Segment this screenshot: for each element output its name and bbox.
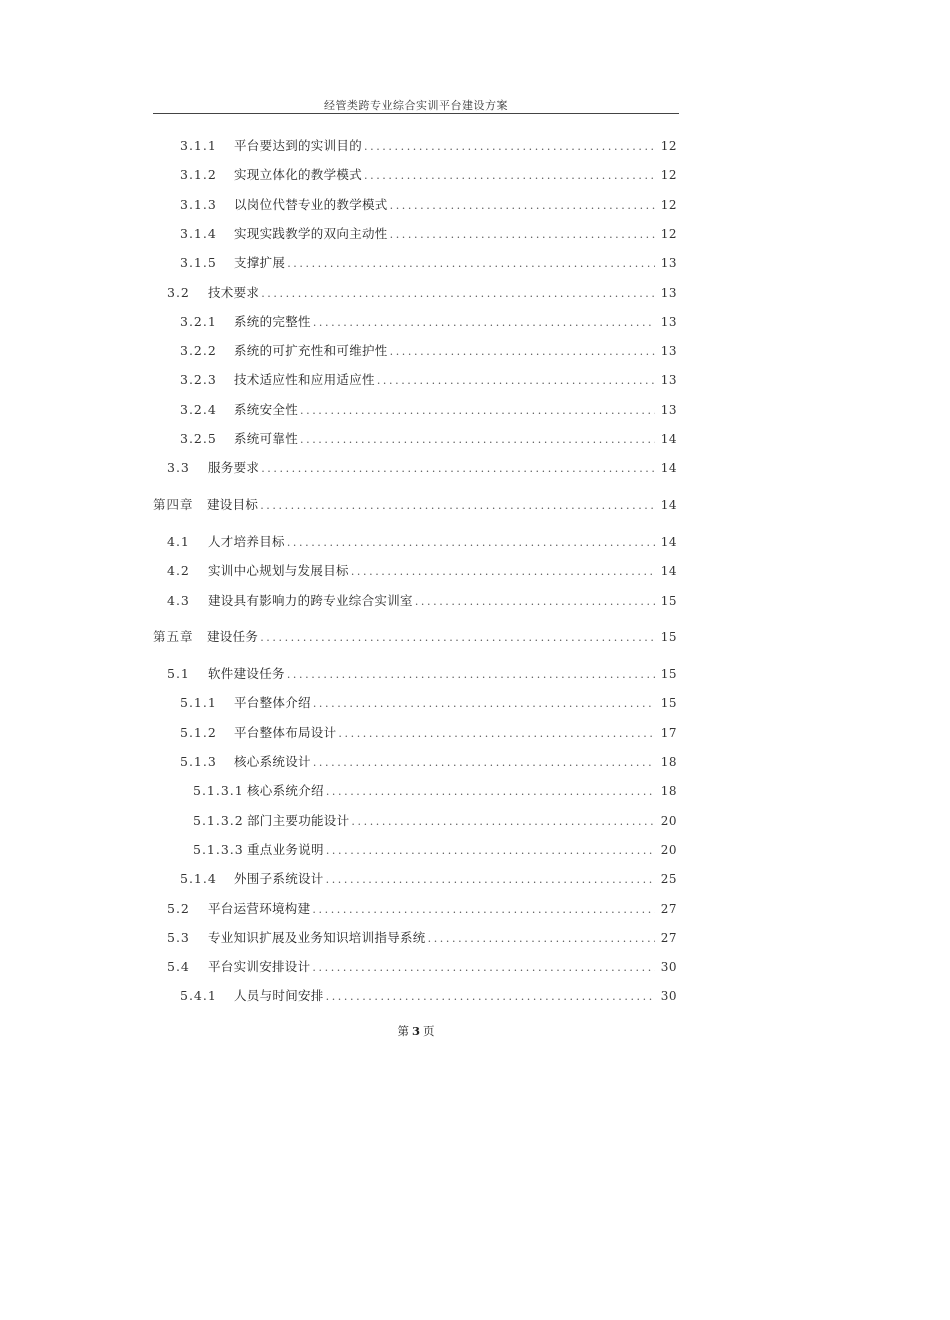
toc-entry[interactable] xyxy=(153,957,677,977)
running-header-title: 经管类跨专业综合实训平台建设方案 xyxy=(324,99,508,112)
toc-dot-leader xyxy=(260,628,655,648)
toc-entry-page: 14 xyxy=(660,498,677,513)
toc-entry-page: 12 xyxy=(660,197,677,212)
toc-entry-number: 3.1.2 xyxy=(180,167,217,183)
toc-entry-page: 13 xyxy=(660,256,677,271)
toc-entry[interactable] xyxy=(153,532,677,552)
toc-dot-leader xyxy=(300,401,655,421)
toc-entry[interactable] xyxy=(153,400,677,420)
toc-entry-page: 30 xyxy=(660,989,677,1004)
toc-entry[interactable] xyxy=(153,136,677,156)
toc-dot-leader xyxy=(428,929,655,949)
toc-entry-title: 系统的可扩充性和可维护性 xyxy=(234,343,388,359)
toc-entry-title: 系统安全性 xyxy=(234,401,299,417)
toc-entry-title: 系统的完整性 xyxy=(234,313,311,329)
toc-entry[interactable] xyxy=(153,811,677,831)
footer-suffix: 页 xyxy=(423,1024,435,1038)
toc-entry-number: 4.2 xyxy=(167,563,190,579)
toc-entry-title: 核心系统设计 xyxy=(234,754,311,769)
toc-entry[interactable] xyxy=(153,195,677,215)
toc-entry-number: 3.2.4 xyxy=(180,401,217,417)
toc-entry-title: 专业知识扩展及业务知识培训指导系统 xyxy=(208,929,426,945)
toc-entry-title: 人员与时间安排 xyxy=(234,988,324,1004)
toc-entry-page: 13 xyxy=(660,285,677,300)
toc-dot-leader xyxy=(415,592,655,612)
toc-entry-number: 3.1.4 xyxy=(180,225,217,241)
toc-entry[interactable] xyxy=(153,341,677,361)
toc-entry-number: 3.2.5 xyxy=(180,431,217,446)
toc-entry-number: 5.1.3 xyxy=(180,754,217,769)
toc-dot-leader xyxy=(313,753,655,773)
toc-dot-leader xyxy=(377,371,655,391)
toc-entry-title: 平台整体布局设计 xyxy=(234,724,337,740)
toc-entry-number: 第四章 xyxy=(153,497,194,513)
toc-entry-title: 技术要求 xyxy=(208,284,260,300)
toc-entry-page: 20 xyxy=(660,842,677,857)
toc-entry-page: 14 xyxy=(660,432,677,446)
toc-dot-leader xyxy=(390,342,655,362)
toc-entry-title: 建设具有影响力的跨专业综合实训室 xyxy=(208,592,413,608)
toc-entry-page: 17 xyxy=(660,725,677,740)
toc-entry-number: 5.1.4 xyxy=(180,871,217,887)
toc-entry-number: 3.2.1 xyxy=(180,313,217,329)
toc-dot-leader xyxy=(287,665,655,685)
toc-dot-leader xyxy=(326,987,655,1007)
toc-entry-number: 5.1.1 xyxy=(180,695,217,711)
toc-dot-leader xyxy=(287,533,655,553)
toc-entry-number: 3.2.3 xyxy=(180,372,217,388)
toc-dot-leader xyxy=(326,841,655,861)
toc-entry-page: 13 xyxy=(660,402,677,417)
toc-entry[interactable] xyxy=(153,283,677,303)
toc-entry-title: 核心系统介绍 xyxy=(247,783,324,799)
toc-entry[interactable] xyxy=(153,899,677,919)
toc-entry-page: 13 xyxy=(660,344,677,359)
toc-entry[interactable] xyxy=(153,253,677,273)
toc-entry-page: 14 xyxy=(660,534,677,549)
toc-entry-title: 实现立体化的教学模式 xyxy=(234,167,363,183)
toc-entry-number: 4.3 xyxy=(167,592,190,608)
toc-entry-title: 外围子系统设计 xyxy=(234,871,324,887)
toc-dot-leader xyxy=(300,430,655,450)
toc-entry-number: 3.2 xyxy=(167,284,190,300)
header-rule xyxy=(153,113,679,114)
toc-entry-page: 15 xyxy=(660,696,677,711)
toc-entry-title: 建设目标 xyxy=(207,497,259,513)
toc-entry[interactable] xyxy=(153,224,677,244)
toc-entry-page: 14 xyxy=(660,564,677,579)
toc-entry-number: 5.1 xyxy=(167,666,190,682)
toc-dot-leader xyxy=(312,958,654,978)
toc-dot-leader xyxy=(351,812,654,832)
toc-entry-title: 平台整体介绍 xyxy=(234,695,311,711)
toc-dot-leader xyxy=(313,694,655,714)
toc-entry[interactable] xyxy=(153,693,677,713)
toc-entry-number: 5.3 xyxy=(167,929,190,945)
toc-dot-leader xyxy=(326,870,655,890)
toc-entry-number: 5.4.1 xyxy=(180,988,217,1004)
toc-dot-leader xyxy=(390,196,655,216)
toc-entry-title: 系统可靠性 xyxy=(234,431,299,446)
toc-entry-page: 13 xyxy=(660,314,677,329)
toc-dot-leader xyxy=(338,724,654,744)
toc-entry-number: 5.1.3.3 xyxy=(193,841,244,857)
toc-dot-leader xyxy=(326,782,655,802)
toc-entry[interactable] xyxy=(153,495,677,515)
toc-dot-leader xyxy=(312,900,654,920)
toc-dot-leader xyxy=(351,562,655,582)
toc-entry-page: 20 xyxy=(660,813,677,828)
toc-entry-number: 第五章 xyxy=(153,629,194,645)
toc-entry-number: 5.1.3.2 xyxy=(193,812,244,828)
toc-entry[interactable] xyxy=(153,752,677,772)
toc-entry-title: 服务要求 xyxy=(208,460,260,476)
toc-entry[interactable] xyxy=(153,591,677,611)
toc-entry[interactable] xyxy=(153,986,677,1006)
toc-dot-leader xyxy=(313,313,655,333)
toc-entry-title: 部门主要功能设计 xyxy=(247,812,350,828)
toc-entry-page: 30 xyxy=(660,960,677,975)
toc-entry-title: 软件建设任务 xyxy=(208,666,285,682)
toc-entry-number: 3.1.1 xyxy=(180,138,217,153)
toc-entry[interactable] xyxy=(153,869,677,889)
toc-dot-leader xyxy=(287,254,655,274)
toc-entry-title: 技术适应性和应用适应性 xyxy=(234,372,375,388)
toc-entry-number: 5.1.2 xyxy=(180,724,217,740)
toc-dot-leader xyxy=(260,496,655,516)
toc-entry-title: 以岗位代替专业的教学模式 xyxy=(234,196,388,212)
toc-entry-title: 平台运营环境构建 xyxy=(208,900,311,916)
toc-entry-page: 12 xyxy=(660,139,677,153)
toc-dot-leader xyxy=(261,284,655,304)
toc-entry-page: 15 xyxy=(660,593,677,608)
toc-entry[interactable] xyxy=(153,781,677,801)
toc-entry-title: 平台实训安排设计 xyxy=(208,959,311,975)
toc-entry-page: 18 xyxy=(660,784,677,799)
toc-entry-title: 支撑扩展 xyxy=(234,255,286,271)
toc-entry-number: 4.1 xyxy=(167,533,190,549)
toc-entry[interactable] xyxy=(153,370,677,390)
toc-entry-number: 3.1.5 xyxy=(180,255,217,271)
toc-entry-number: 5.1.3.1 xyxy=(193,783,244,799)
toc-entry-page: 12 xyxy=(660,168,677,183)
toc-entry-number: 3.3 xyxy=(167,460,190,476)
toc-entry-title: 平台要达到的实训目的 xyxy=(234,138,363,153)
toc-entry[interactable] xyxy=(153,312,677,332)
footer-prefix: 第 xyxy=(397,1024,409,1038)
toc-entry-page: 15 xyxy=(660,667,677,682)
toc-entry-page: 14 xyxy=(660,461,677,476)
toc-entry-number: 3.2.2 xyxy=(180,343,217,359)
toc-entry-page: 18 xyxy=(660,755,677,769)
toc-entry-title: 实现实践教学的双向主动性 xyxy=(234,225,388,241)
toc-entry-page: 27 xyxy=(660,930,677,945)
toc-entry[interactable] xyxy=(153,165,677,185)
toc-entry-page: 27 xyxy=(660,901,677,916)
toc-entry[interactable] xyxy=(153,561,677,581)
toc-dot-leader xyxy=(364,137,655,157)
page-footer xyxy=(153,1023,679,1039)
toc-entry[interactable] xyxy=(153,458,677,478)
toc-entry-number: 3.1.3 xyxy=(180,196,217,212)
toc-entry-number: 5.4 xyxy=(167,959,190,975)
footer-page-number: 3 xyxy=(411,1024,420,1038)
toc-dot-leader xyxy=(261,459,655,479)
toc-entry-page: 25 xyxy=(660,872,677,887)
toc-entry-page: 12 xyxy=(660,226,677,241)
toc-entry-number: 5.2 xyxy=(167,900,190,916)
toc-entry[interactable] xyxy=(153,723,677,743)
toc-entry[interactable] xyxy=(153,928,677,948)
toc-entry-title: 人才培养目标 xyxy=(208,533,285,549)
toc-entry-page: 15 xyxy=(660,630,677,645)
toc-entry[interactable] xyxy=(153,429,677,449)
toc-entry-page: 13 xyxy=(660,373,677,388)
toc-entry[interactable] xyxy=(153,664,677,684)
toc-entry-title: 实训中心规划与发展目标 xyxy=(208,563,349,579)
toc-dot-leader xyxy=(364,166,655,186)
toc-entry[interactable] xyxy=(153,840,677,860)
toc-dot-leader xyxy=(390,225,655,245)
toc-entry-title: 建设任务 xyxy=(207,629,259,645)
toc-entry-title: 重点业务说明 xyxy=(247,841,324,857)
toc-entry[interactable] xyxy=(153,627,677,647)
